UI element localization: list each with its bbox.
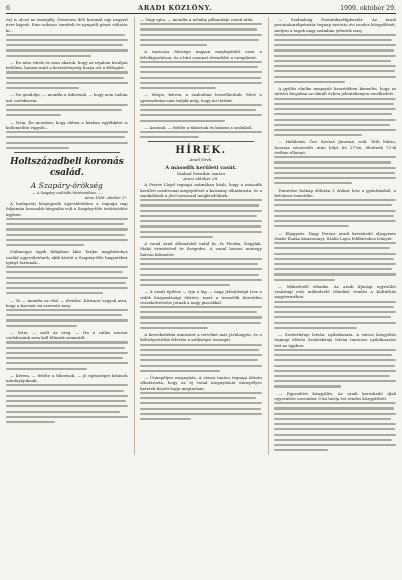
text-block <box>6 71 128 89</box>
column-3 <box>274 17 396 455</box>
section-title: Holtszázadbeli koronás család. <box>10 157 124 178</box>
text-block <box>274 349 396 388</box>
column-rule <box>134 17 135 455</box>
paragraph: — Szederkényi István: nyilatkozata. A városi közgyűlés tegnapi ülésén Szederkényi István tanácsos nyilatkozatot tett az ügyben. <box>274 332 396 348</box>
text-block <box>274 199 396 227</box>
text-block <box>6 34 128 57</box>
text-block <box>140 344 262 372</box>
paragraph: A tanácsos felesége nagyon meglepődött ezen a felvilágosításon, és a bíró azonnal elrendelte a vizsgálatot. <box>140 49 262 60</box>
text-block <box>6 341 128 369</box>
page-number: 6 <box>6 5 10 12</box>
paragraph: — Szabadság Postatakarékpénztár. Az aradi postatakarékpénztár tegnap tartotta évi rendes közgyűlését, melyen a tagok nagy számban jelentek meg. <box>274 17 396 33</box>
paragraph: — A vasút építése — írja a lap — nagy jelentőségű lesz a vidék közgazdasági életére, mert a termelők közvetlen összeköttetésbe jutnak a nagy piacokkal. <box>140 289 262 305</box>
paragraph: — Nem, — szólt az öreg. — Ha a vallás szerint cselekszünk nem kell félnünk semmitől. <box>6 329 128 341</box>
text-block <box>274 402 396 451</box>
paragraph: — Kérem, — felelte a tábornok, — jó egészséget kívánok mindnyájuknak. <box>6 372 128 384</box>
newspaper-page <box>6 4 396 570</box>
paragraph: A budapesti közjegyzők egyesületében a tegnapi nap folyamán hosszabb tárgyalás volt a Szapáry-féle örökösödési ügyben. <box>6 201 128 217</box>
article-title: A Szapáry-örökség <box>30 181 103 190</box>
paragraph: — Eljegyzés. Nagy Ferenc aradi kereskedő eljegyezte Szabó Ilonka kisasszonyt, Szabó Lajos földbirtokos leányát. <box>274 230 396 241</box>
paragraph: val is olcsó az önsegély. Összesen 400 koronát egy negyed évre kapott. Eme sokszor ismételt és nyugodt pénzt váltotta ki... <box>6 17 128 33</box>
section-divider <box>148 141 254 142</box>
section-divider <box>14 152 120 153</box>
text-block <box>140 23 262 46</box>
text-block <box>274 242 396 281</box>
paragraph: — Ünnepélyes megnyitás. A városi tanács tegnapi ülésén elhatározta, hogy az új vonal megnyitását ünnepélyes keretek között fogja megtartani. <box>140 375 262 391</box>
text-block <box>140 258 262 286</box>
paragraph: A vonal Arad állomásból indul ki, és Pécska, Nagylak, Makó érintésével ér Szegedre. A vonal hossza mintegy hatvan kilométer. <box>140 241 262 257</box>
paragraph: — Vagy igen, — mondta a nehány pillanatnyi csend után. <box>140 17 254 22</box>
text-block <box>6 309 128 327</box>
text-block <box>140 306 262 329</box>
text-block <box>140 392 262 420</box>
paragraph: Temetése holnap délután 3 órakor lesz a gyászházból, a belvárosi temetőbe. <box>274 187 396 198</box>
newspaper-title: ARADI KÖZLÖNY. <box>138 4 213 12</box>
paragraph: — Ne gondolja, — mondta a tábornok, — hogy nem tudom mit cselekszem. <box>6 92 128 103</box>
paragraph: — Én nem várok és nem akarok, hogy az irgalom kiváljon belőlem, hanem mint a kereszténység hozza ezt a felfogást. <box>6 59 128 71</box>
news-item-title: A második kerületi vasút. <box>165 165 237 172</box>
dateline: Anno 1858. október 27. <box>84 195 128 200</box>
article-subtitle: — A Szapáry családfa történetéhez. — <box>31 191 102 195</box>
text-block <box>6 218 128 246</box>
column-rule <box>268 17 269 455</box>
news-section-title: HÍREK. <box>175 145 227 157</box>
text-block <box>140 104 262 122</box>
text-block <box>274 156 396 184</box>
issue-date: 1909. október 29. <box>340 5 396 12</box>
text-block <box>6 104 128 117</box>
dateline: Anno október 28. <box>183 176 219 182</box>
text-block <box>140 199 262 238</box>
paragraph: — Azonnal, — felelte a tábornok és kiment a szobából. <box>144 124 253 130</box>
paragraph: — Mégis, kérem, a szalonban beszélhetünk. Mert a gyermekeim nem tudják még, hogy mi történt. <box>140 92 262 103</box>
paragraph: — Egyesületi közgyűlés. Az aradi kereskedő ifjak egyesülete november 3-án tartja évi rendes közgyűlését. <box>274 390 396 401</box>
column-1 <box>6 17 128 455</box>
text-block <box>140 131 262 138</box>
text-block <box>6 384 128 423</box>
text-block <box>140 61 262 89</box>
text-block <box>274 98 396 137</box>
paragraph: Csikmegye egyik fiókjában lakó Tarján nagybirtokos család egyesületének, akik között a Szapáry-féle hagyatékra igényt tartanak... <box>6 249 128 265</box>
text-block <box>6 131 128 149</box>
text-block <box>274 34 396 83</box>
masthead <box>6 4 396 14</box>
text-block <box>274 301 396 329</box>
news-section-subtitle: Aradi hírek. <box>189 157 213 163</box>
paragraph: — Te — mondta az első — tévedsz. Kiváncsi vagyok arra, hogy a koronát mi szerezte meg. <box>6 297 128 308</box>
text-block <box>6 266 128 294</box>
paragraph: — Nem. Én mondom, hogy ebben a házban egyébként is kellemetlen vagyok... <box>6 119 128 130</box>
column-2 <box>140 17 262 455</box>
paragraph: A kereskedelmi miniszter a terveket már jóváhagyta, és a költségvetésbe felvette a szükséges összeget. <box>140 332 262 343</box>
paragraph: A gyűlés elnöke megnyitó beszédében kiemelte, hogy az intézet forgalma az elmúlt évben jelentékenyen emelkedett. <box>274 86 396 97</box>
paragraph: A Pester Lloyd tegnapi számában közli, hogy a második kerületi vasútvonal megépítését a kormány elhatározta, és a munkálatok a jövő tavasszal megkezdődnek. <box>140 182 262 198</box>
paragraph: — Halálozás. Özv. Kovács Jánosné, szül. Tóth Mária, hosszas szenvedés után folyó hó 27-én, életének 72-ik évében elhunyt. <box>274 139 396 155</box>
news-item-subtitle: Szabad Szentkir. tanács <box>176 171 226 177</box>
columns <box>6 17 396 455</box>
paragraph: — Műkedvelő előadás. Az aradi ifjúsági egyesület vasárnap este műkedvelő előadást rendez a Kultúrház nagytermében. <box>274 283 396 300</box>
